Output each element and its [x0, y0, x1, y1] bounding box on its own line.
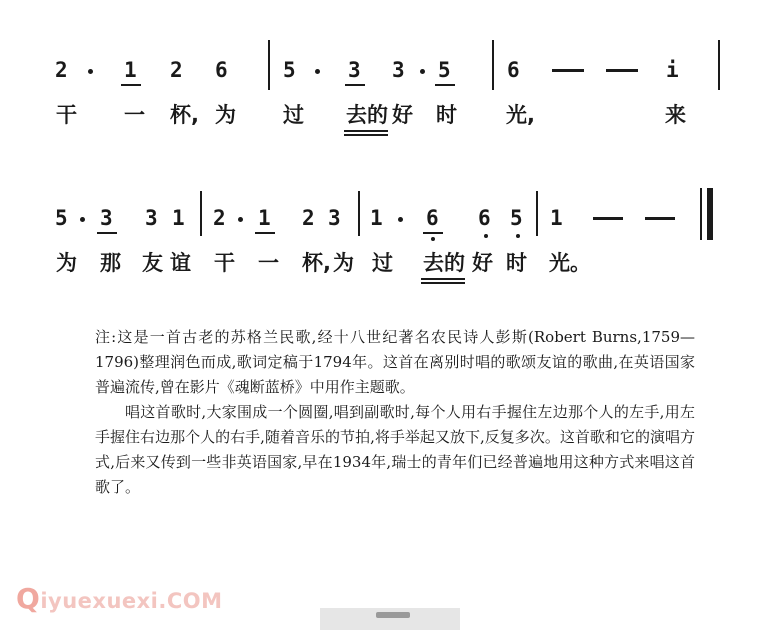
scan-edge-mark-dark	[376, 612, 410, 618]
note: 3	[328, 206, 341, 230]
watermark-q: Q	[16, 582, 41, 615]
lyric: 干	[56, 103, 77, 127]
barline	[268, 40, 270, 90]
lyric: 时	[506, 251, 527, 275]
augmentation-dot	[238, 217, 243, 222]
barline	[358, 191, 360, 236]
note: 1	[172, 206, 185, 230]
note: 2	[213, 206, 226, 230]
barline	[200, 191, 202, 236]
note-low: 6	[478, 206, 491, 230]
lyric: 过	[372, 251, 393, 275]
augmentation-dot	[420, 69, 425, 74]
note: 1	[370, 206, 383, 230]
note: 2	[170, 58, 183, 82]
note: 3	[392, 58, 405, 82]
eighth-underline	[435, 84, 455, 86]
lyric: 时	[436, 103, 457, 127]
note-low: 5	[510, 206, 523, 230]
lyric: 光。	[549, 251, 591, 275]
sustain-dash	[645, 217, 675, 220]
barline	[718, 40, 720, 90]
note-paragraph-2: 唱这首歌时,大家围成一个圆圈,唱到副歌时,每个人用右手握住左边那个人的左手,用左手握住右边那个人的右手,随着音乐的节拍,将手举起又放下,反复多次。这首歌和它的演唱方式,后来又传到一些非英语国家,早在1934年,瑞士的青年们已经普遍地用这种方式来唱这首歌了。	[95, 403, 695, 496]
note-block	[95, 325, 695, 500]
note: 1	[124, 58, 137, 82]
lyric: 一	[124, 103, 145, 127]
lyric: 那	[100, 251, 121, 275]
sustain-dash	[552, 69, 584, 72]
note: 3	[348, 58, 361, 82]
slur-underline	[421, 282, 465, 284]
lyric: 为	[56, 251, 77, 275]
eighth-underline	[423, 232, 443, 234]
lyric: 光,	[506, 103, 535, 127]
note-text-1: 这是一首古老的苏格兰民歌,经十八世纪著名农民诗人彭斯(Robert Burns,1759—1796)整理润色而成,歌词定稿于1794年。这首在离别时唱的歌颂友谊的歌曲,在英语国家普遍流传,曾在影片《魂断蓝桥》中用作主题歌。	[95, 328, 695, 396]
lyric: 过	[283, 103, 304, 127]
watermark-text: iyuexuexi.COM	[40, 589, 223, 613]
final-barline-thin	[700, 188, 702, 240]
sustain-dash	[606, 69, 638, 72]
eighth-underline	[121, 84, 141, 86]
note-label: 注:	[95, 328, 117, 346]
sustain-dash	[593, 217, 623, 220]
slur-underline	[421, 278, 465, 280]
lyric: 谊	[170, 251, 191, 275]
lyric: 好	[472, 251, 493, 275]
low-octave-dot	[516, 234, 520, 238]
lyric: 干	[214, 251, 235, 275]
note: 2	[55, 58, 68, 82]
lyric: 去的	[423, 251, 465, 275]
slur-underline	[344, 134, 388, 136]
lyric: 为	[215, 103, 236, 127]
note: 5	[55, 206, 68, 230]
augmentation-dot	[80, 217, 85, 222]
site-watermark	[16, 582, 223, 615]
eighth-underline	[255, 232, 275, 234]
note: 1	[550, 206, 563, 230]
note: 3	[100, 206, 113, 230]
augmentation-dot	[315, 69, 320, 74]
note: 6	[215, 58, 228, 82]
lyric: 为	[333, 251, 354, 275]
augmentation-dot	[88, 69, 93, 74]
note: 1	[258, 206, 271, 230]
final-barline-thick	[707, 188, 713, 240]
augmentation-dot	[398, 217, 403, 222]
note-paragraph-1	[95, 325, 695, 400]
slur-underline	[344, 130, 388, 132]
note: 3	[145, 206, 158, 230]
low-octave-dot	[431, 237, 435, 241]
low-octave-dot	[484, 234, 488, 238]
note: 2	[302, 206, 315, 230]
note: 5	[438, 58, 451, 82]
lyric: 好	[392, 103, 413, 127]
lyric: 杯,	[170, 103, 199, 127]
lyric: 来	[665, 103, 686, 127]
lyric: 杯,	[302, 251, 331, 275]
lyric: 友	[142, 251, 163, 275]
note-low: 6	[426, 206, 439, 230]
note-high: i	[666, 58, 679, 82]
note: 5	[283, 58, 296, 82]
eighth-underline	[97, 232, 117, 234]
eighth-underline	[345, 84, 365, 86]
note: 6	[507, 58, 520, 82]
lyric: 一	[258, 251, 279, 275]
barline	[492, 40, 494, 90]
barline	[536, 191, 538, 236]
lyric: 去的	[346, 103, 388, 127]
